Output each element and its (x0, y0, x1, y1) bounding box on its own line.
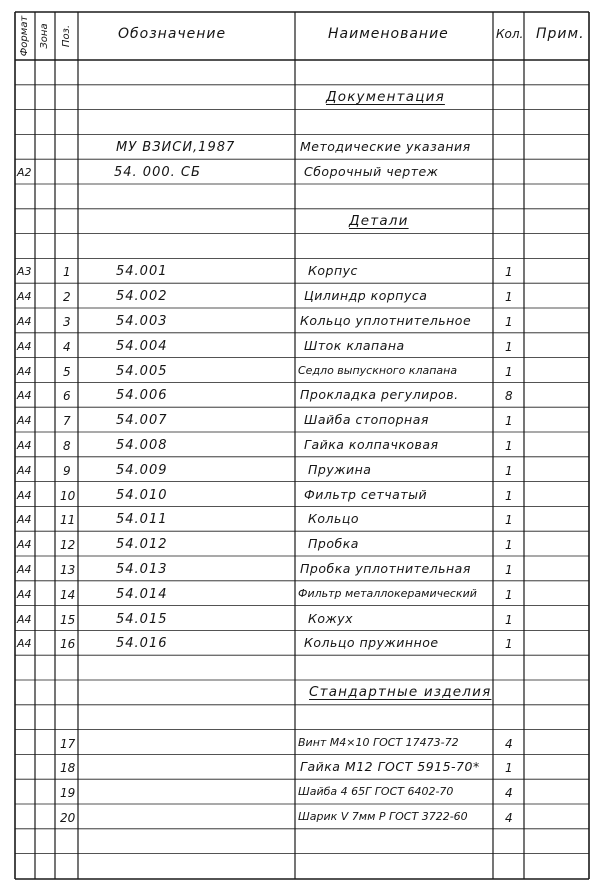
format-cell: А4 (17, 389, 32, 403)
name-cell: Кожух (308, 610, 354, 626)
name-cell: Кольцо уплотнительное (300, 313, 472, 328)
quantity-cell: 1 (505, 637, 513, 652)
position-cell: 4 (63, 339, 71, 354)
quantity-cell: 1 (505, 612, 513, 627)
quantity-cell: 4 (505, 811, 513, 825)
quantity-cell: 1 (505, 538, 513, 553)
format-cell: А4 (17, 587, 32, 601)
position-cell: 10 (60, 488, 76, 503)
name-cell: Седло выпускного клапана (298, 363, 458, 377)
designation-cell: 54. 000. СБ (114, 165, 201, 181)
position-cell: 18 (60, 761, 76, 776)
format-cell: А4 (17, 364, 32, 378)
name-cell: Кольцо пружинное (304, 635, 439, 651)
designation-cell: 54.005 (116, 363, 168, 379)
designation-cell: 54.012 (116, 537, 168, 553)
format-cell: А4 (17, 439, 32, 452)
name-cell: Шток клапана (304, 337, 405, 353)
format-cell: А4 (17, 414, 32, 428)
name-cell: Цилиндр корпуса (304, 288, 428, 304)
header-designation: Обозначение (118, 26, 227, 42)
format-cell: А4 (17, 612, 32, 626)
designation-cell: 54.008 (116, 438, 168, 453)
quantity-cell: 1 (505, 463, 513, 478)
designation-cell: 54.003 (116, 314, 168, 329)
designation-cell: 54.013 (116, 562, 168, 577)
name-cell: Пробка (308, 536, 359, 552)
position-cell: 7 (63, 414, 71, 429)
quantity-cell: 1 (505, 265, 513, 280)
section-heading: Стандартные изделия (309, 684, 492, 700)
name-cell: Фильтр металлокерамический (298, 586, 477, 600)
format-cell: А3 (17, 265, 32, 279)
format-cell: А4 (17, 513, 32, 527)
position-cell: 12 (60, 538, 76, 553)
quantity-cell: 1 (505, 364, 513, 379)
quantity-cell: 4 (505, 736, 513, 751)
name-cell: Фильтр сетчатый (304, 486, 428, 502)
name-cell: Методические указания (300, 139, 471, 155)
format-cell: А4 (17, 463, 32, 477)
quantity-cell: 1 (505, 439, 513, 453)
name-cell: Шайба 4 65Г ГОСТ 6402-70 (298, 785, 454, 799)
position-cell: 19 (60, 786, 76, 801)
position-cell: 11 (60, 513, 76, 528)
name-cell: Гайка колпачковая (304, 437, 439, 452)
format-cell: А4 (17, 290, 32, 304)
format-cell: А4 (17, 488, 32, 502)
designation-cell: 54.001 (116, 264, 168, 280)
position-cell: 15 (60, 612, 76, 627)
quantity-cell: 1 (505, 414, 513, 429)
format-cell: А4 (17, 315, 32, 328)
designation-cell: МУ ВЗИСИ,1987 (116, 140, 236, 156)
format-cell: А4 (17, 637, 32, 651)
name-cell: Шарик V 7мм Р ГОСТ 3722-60 (298, 810, 468, 823)
header-format: Формат (19, 15, 30, 57)
designation-cell: 54.011 (116, 512, 168, 528)
name-cell: Винт М4×10 ГОСТ 17473-72 (298, 735, 459, 749)
position-cell: 2 (63, 290, 71, 305)
position-cell: 13 (60, 563, 76, 577)
position-cell: 3 (63, 315, 71, 329)
designation-cell: 54.014 (116, 586, 168, 602)
quantity-cell: 8 (505, 389, 513, 404)
designation-cell: 54.015 (116, 611, 168, 627)
position-cell: 5 (63, 364, 71, 379)
name-cell: Кольцо (308, 511, 360, 527)
section-heading: Документация (326, 88, 445, 105)
quantity-cell: 4 (505, 786, 513, 801)
quantity-cell: 1 (505, 290, 513, 305)
name-cell: Пробка уплотнительная (300, 561, 471, 576)
designation-cell: 54.009 (116, 462, 168, 478)
designation-cell: 54.004 (116, 338, 168, 354)
section-heading: Детали (349, 212, 409, 229)
designation-cell: 54.016 (116, 636, 168, 652)
format-cell: А4 (17, 563, 32, 576)
quantity-cell: 1 (505, 339, 513, 354)
position-cell: 8 (63, 439, 71, 453)
header-name: Наименование (328, 26, 449, 42)
quantity-cell: 1 (505, 513, 513, 528)
quantity-cell: 1 (505, 563, 513, 577)
quantity-cell: 1 (505, 587, 513, 602)
position-cell: 17 (60, 736, 76, 751)
format-cell: А2 (17, 166, 32, 180)
quantity-cell: 1 (505, 761, 513, 776)
position-cell: 9 (63, 463, 71, 478)
header-qty: Кол. (496, 27, 524, 41)
name-cell: Гайка М12 ГОСТ 5915-70* (300, 759, 480, 775)
designation-cell: 54.010 (116, 487, 168, 503)
header-note: Прим. (536, 26, 585, 42)
name-cell: Шайба стопорная (304, 412, 429, 428)
position-cell: 20 (60, 811, 76, 825)
quantity-cell: 1 (505, 315, 513, 329)
name-cell: Пружина (308, 461, 372, 477)
name-cell: Сборочный чертеж (304, 164, 439, 180)
designation-cell: 54.006 (116, 388, 168, 404)
quantity-cell: 1 (505, 488, 513, 503)
format-cell: А4 (17, 538, 32, 552)
header-zone: Зона (39, 23, 50, 49)
name-cell: Прокладка регулиров. (300, 387, 459, 403)
name-cell: Корпус (308, 263, 358, 279)
designation-cell: 54.007 (116, 413, 168, 429)
position-cell: 16 (60, 637, 76, 652)
position-cell: 6 (63, 389, 71, 404)
format-cell: А4 (17, 339, 32, 353)
position-cell: 1 (63, 265, 71, 280)
designation-cell: 54.002 (116, 289, 168, 305)
header-pos: Поз. (60, 24, 72, 48)
position-cell: 14 (60, 587, 76, 602)
